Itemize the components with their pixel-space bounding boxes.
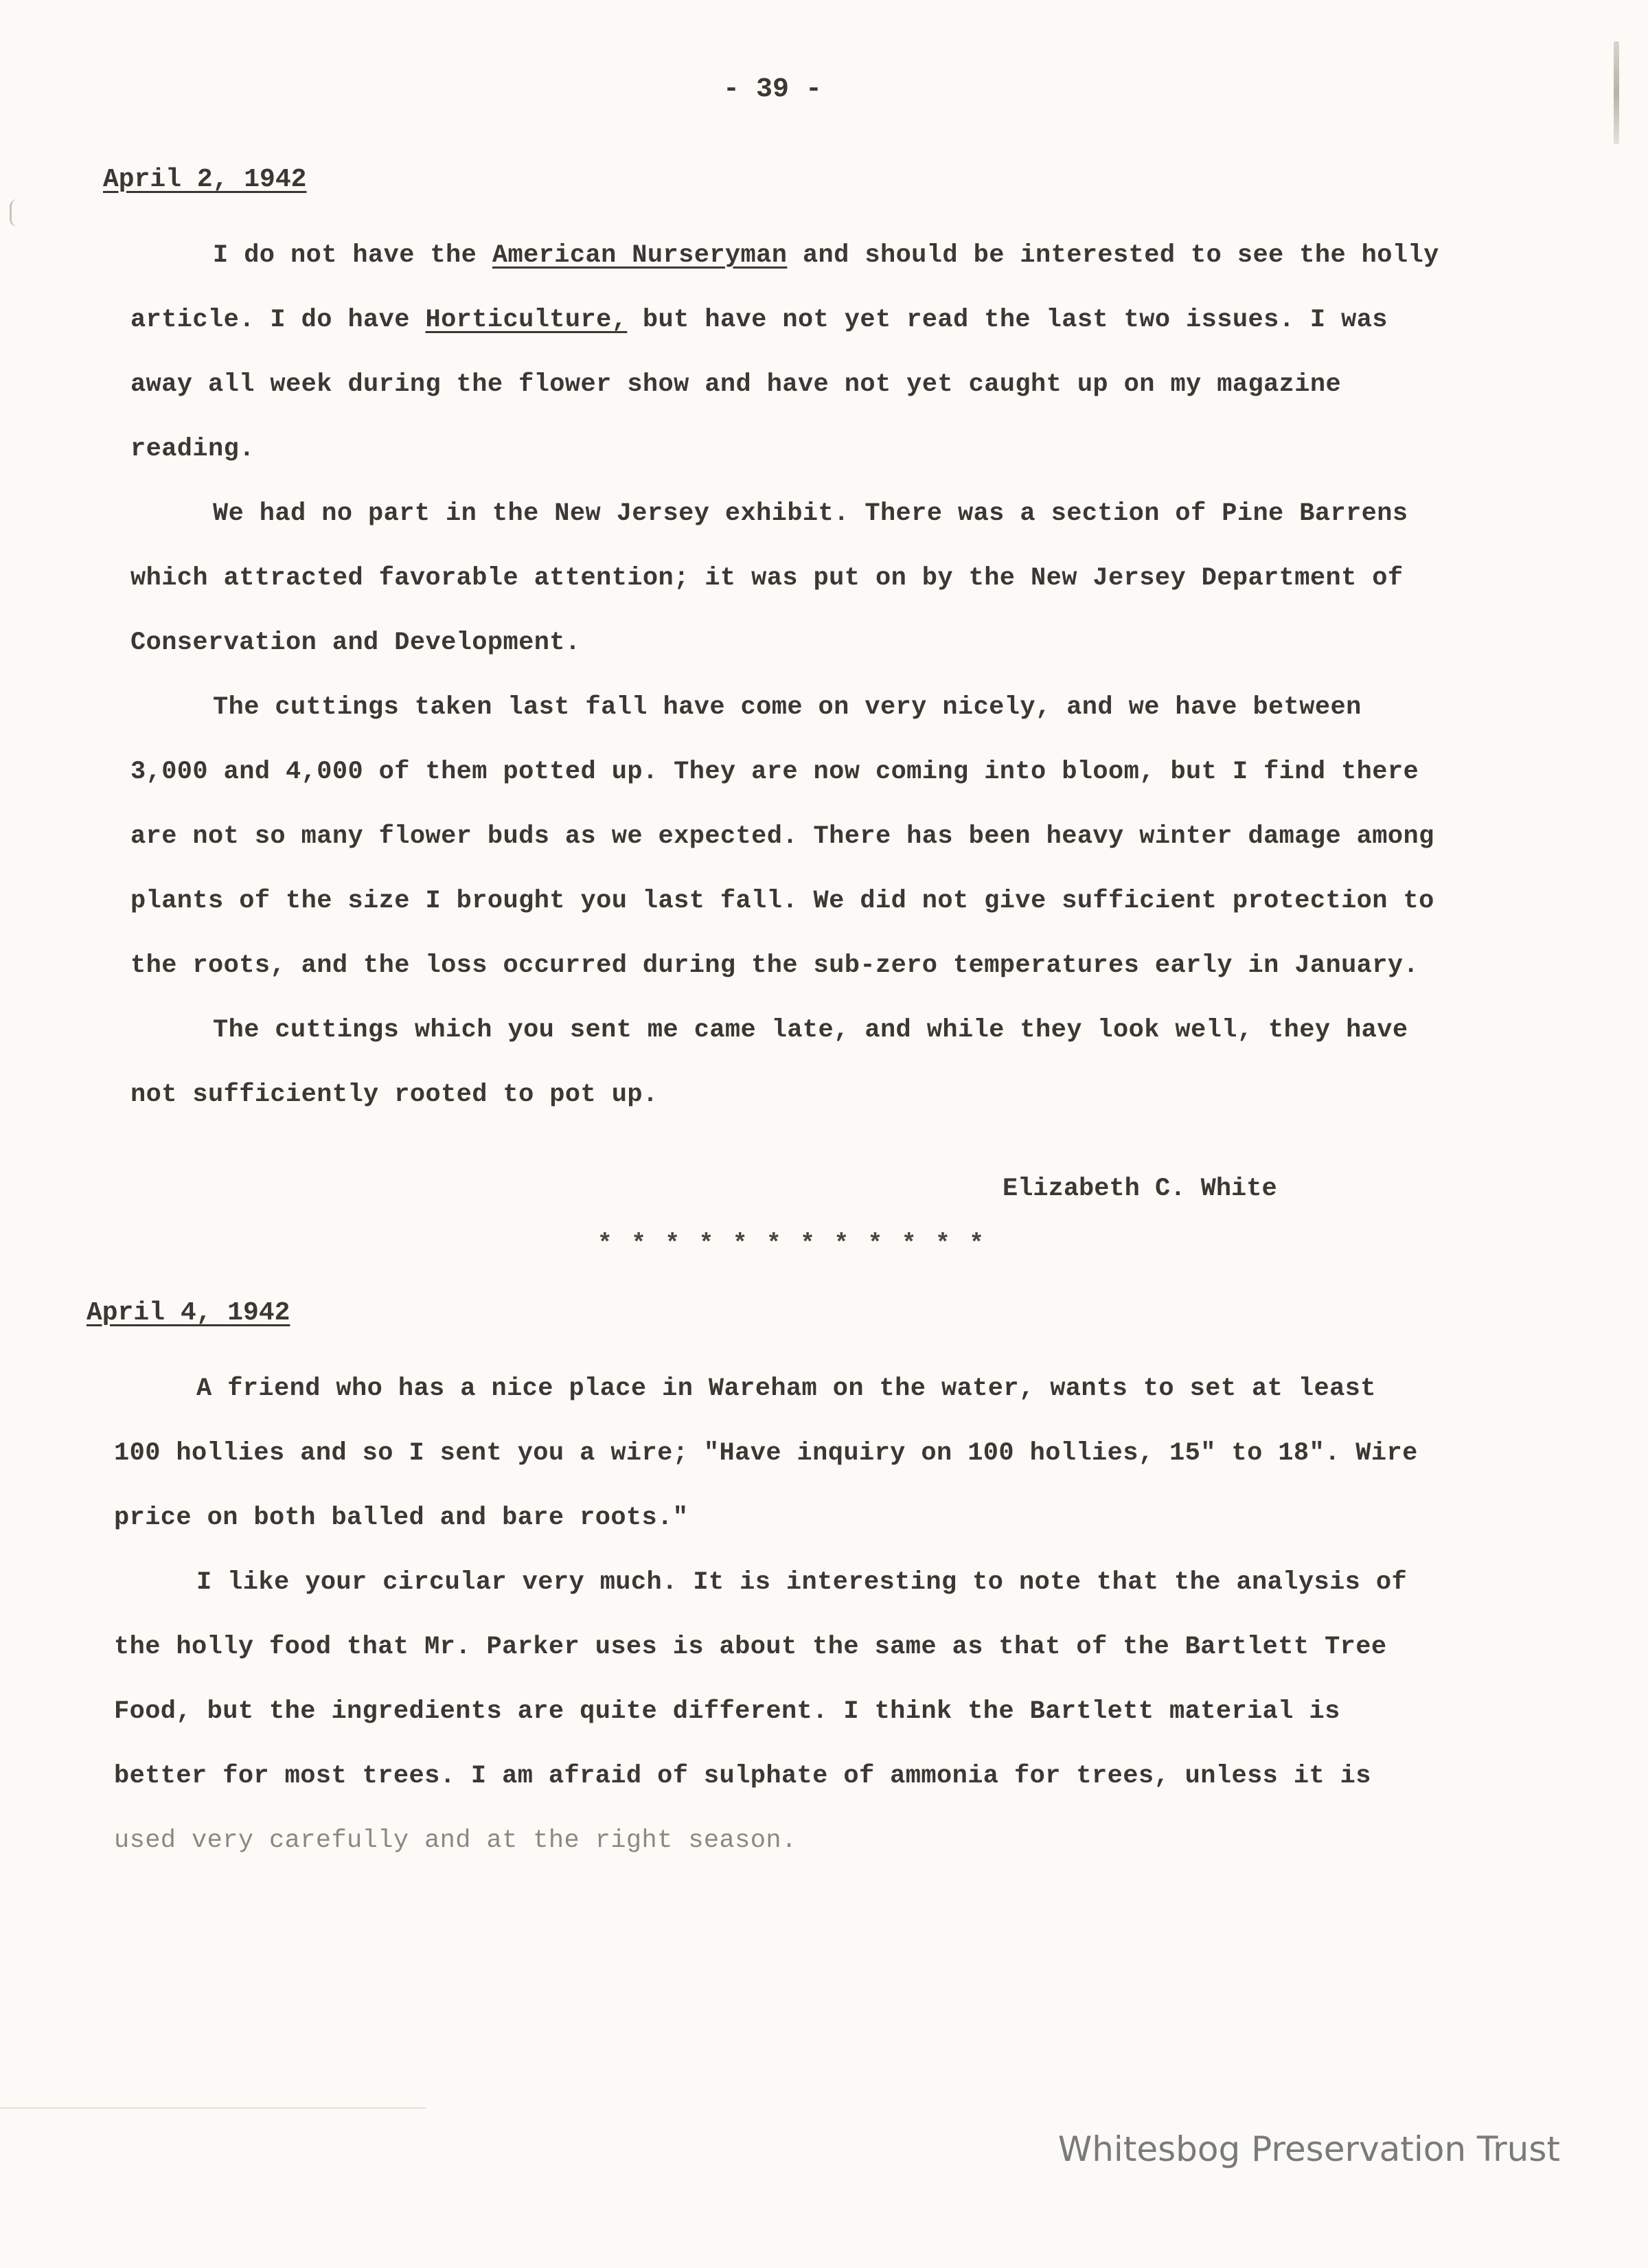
text-line	[114, 1808, 1418, 1873]
text-line	[114, 1421, 1418, 1486]
text-line	[130, 288, 1439, 352]
text-segment: 100 hollies and so I sent you a wire; "Have inquiry on 100 hollies, 15" to 18". Wire	[114, 1439, 1418, 1468]
text-line	[130, 869, 1439, 933]
page-number: - 39 -	[722, 74, 823, 105]
text-segment: the holly food that Mr. Parker uses is about the same as that of the Bartlett Tree	[114, 1633, 1387, 1662]
underlined-title: American Nurseryman	[492, 241, 788, 270]
text-line	[130, 352, 1439, 417]
text-segment: used very carefully and at the right season.	[114, 1826, 797, 1855]
text-line	[114, 1357, 1418, 1421]
text-segment: The cuttings which you sent me came late, and while they look well, they have	[213, 1016, 1408, 1045]
text-segment: A friend who has a nice place in Wareham on the water, wants to set at least	[196, 1374, 1376, 1403]
text-segment: reading.	[130, 435, 255, 464]
text-line	[130, 481, 1439, 546]
text-line	[130, 998, 1439, 1063]
text-line	[130, 1063, 1439, 1127]
text-segment: Food, but the ingredients are quite different. I think the Bartlett material is	[114, 1697, 1340, 1726]
text-segment: not sufficiently rooted to pot up.	[130, 1080, 659, 1109]
section-separator: * * * * * * * * * * * *	[597, 1229, 986, 1258]
letter-body	[130, 223, 1439, 1127]
paper-margin-mark	[10, 199, 17, 227]
text-segment: but have not yet read the last two issues. I was	[627, 306, 1388, 334]
paper-edge-mark	[1614, 41, 1619, 144]
text-line	[130, 740, 1439, 804]
text-line	[114, 1744, 1418, 1808]
text-line	[130, 933, 1439, 998]
text-segment: Conservation and Development.	[130, 628, 581, 657]
text-line	[130, 546, 1439, 611]
letter-date: April 4, 1942	[87, 1298, 290, 1328]
text-line	[130, 223, 1439, 288]
text-line	[114, 1679, 1418, 1744]
signature: Elizabeth C. White	[1003, 1175, 1277, 1203]
text-line	[130, 804, 1439, 869]
text-segment: the roots, and the loss occurred during the sub-zero temperatures early in January.	[130, 951, 1419, 980]
text-line	[114, 1550, 1418, 1615]
text-segment: I do not have the	[213, 241, 492, 270]
text-line	[114, 1486, 1418, 1550]
text-segment: which attracted favorable attention; it was put on by the New Jersey Department of	[130, 564, 1404, 593]
text-line	[114, 1615, 1418, 1679]
underlined-title: Horticulture,	[425, 306, 628, 334]
text-segment: The cuttings taken last fall have come on very nicely, and we have between	[213, 693, 1362, 722]
text-segment: price on both balled and bare roots."	[114, 1504, 689, 1532]
text-segment: We had no part in the New Jersey exhibit. There was a section of Pine Barrens	[213, 499, 1408, 528]
text-segment: better for most trees. I am afraid of sulphate of ammonia for trees, unless it is	[114, 1762, 1371, 1791]
text-segment: away all week during the flower show and have not yet caught up on my magazine	[130, 370, 1342, 399]
text-line	[130, 675, 1439, 740]
watermark: Whitesbog Preservation Trust	[1057, 2129, 1560, 2169]
text-segment: are not so many flower buds as we expected. There has been heavy winter damage among	[130, 822, 1434, 851]
letter-body	[114, 1357, 1418, 1873]
text-segment: I like your circular very much. It is interesting to note that the analysis of	[196, 1568, 1408, 1597]
text-line	[130, 611, 1439, 675]
divider	[0, 2107, 426, 2109]
text-segment: 3,000 and 4,000 of them potted up. They are now coming into bloom, but I find there	[130, 758, 1419, 786]
text-segment: article. I do have	[130, 306, 426, 334]
letter-date: April 2, 1942	[103, 165, 307, 194]
text-segment: plants of the size I brought you last fall. We did not give sufficient protection to	[130, 887, 1434, 916]
text-line	[130, 417, 1439, 481]
text-segment: and should be interested to see the holly	[787, 241, 1439, 270]
